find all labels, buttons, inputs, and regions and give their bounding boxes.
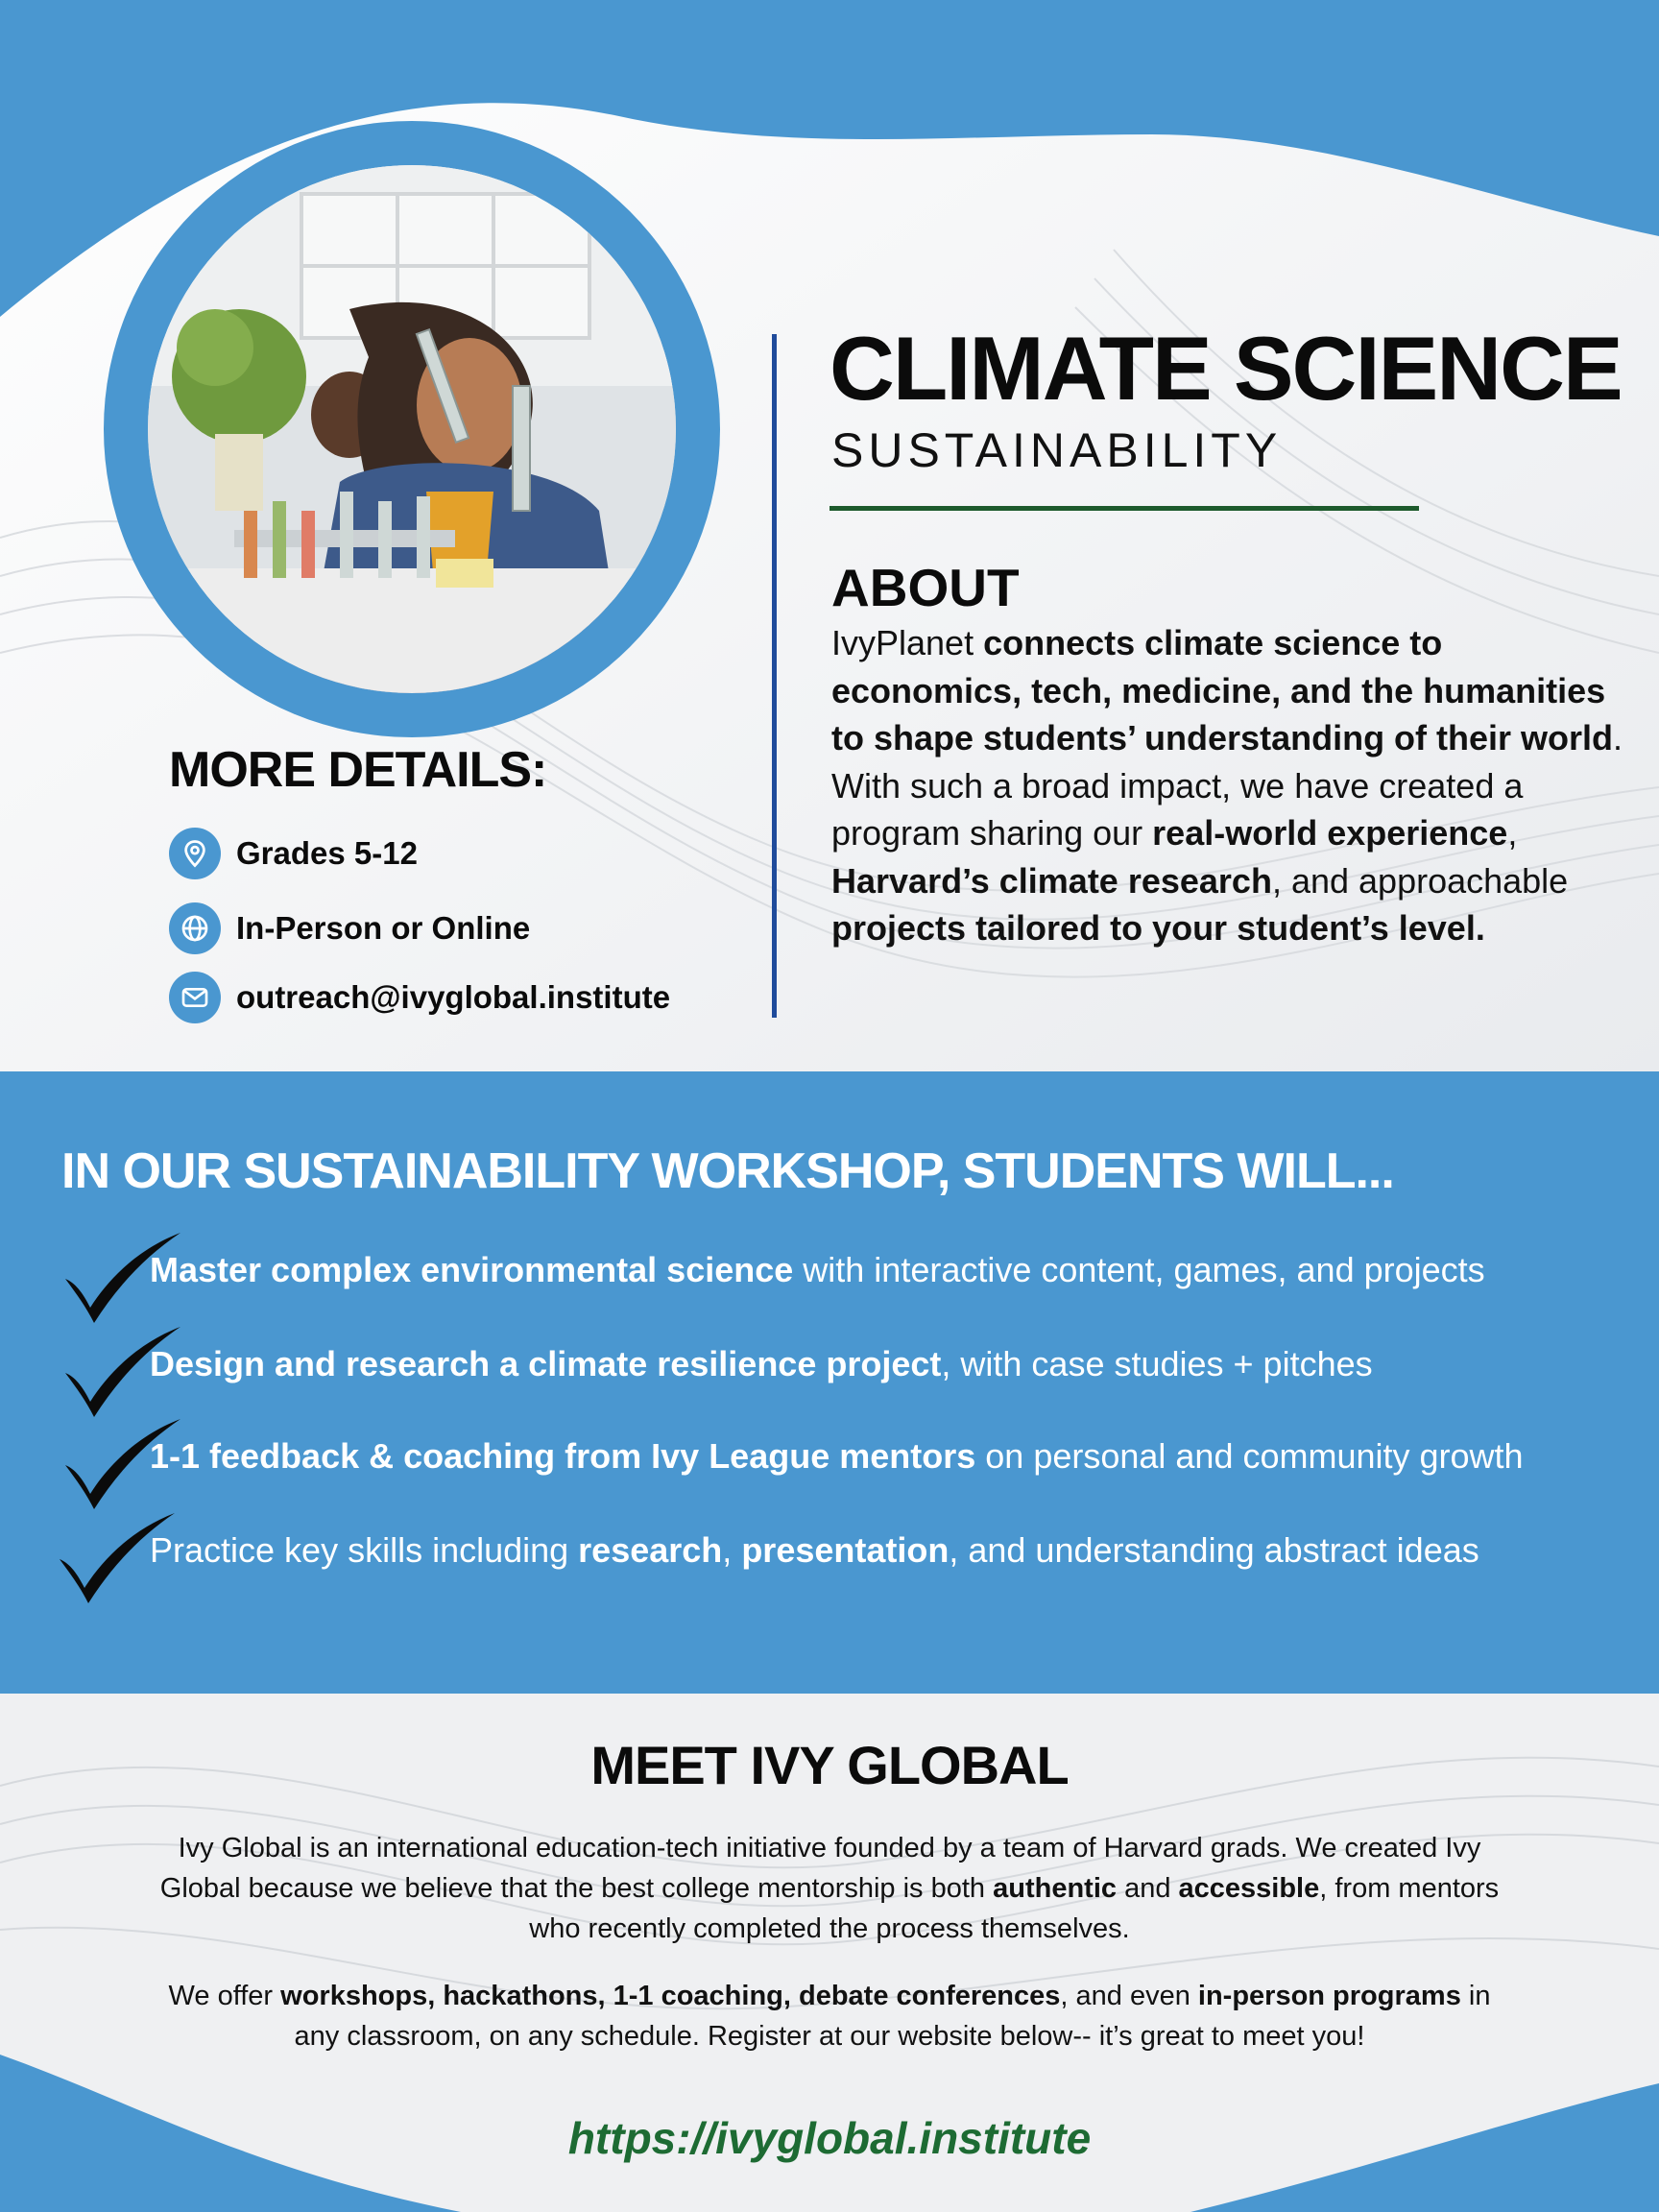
bold-text-segment: 1-1 feedback & coaching from Ivy League mentors [150,1436,976,1476]
text-segment: IvyPlanet [831,623,984,662]
text-segment: , from mentors who recently completed the process themselves. [529,1873,1500,1944]
title-underline [830,506,1419,511]
text-segment: , with case studies + pitches [941,1344,1373,1383]
text-segment: , [1507,813,1518,853]
bold-text-segment: Design and research a climate resilience project [150,1344,942,1383]
detail-format [169,902,530,954]
bold-text-segment: projects tailored to your student’s level. [831,908,1485,948]
text-segment: We offer [168,1981,281,2011]
detail-email-text[interactable]: outreach@ivyglobal.institute [236,979,671,1015]
text-segment: Practice key skills including [150,1530,579,1570]
workshop-item-4 [0,1511,1659,1607]
workshop-item-2 [0,1325,1659,1421]
meet-heading: MEET IVY GLOBAL [590,1735,1069,1795]
meet-paragraph-2 [157,1976,1502,2056]
about-heading: ABOUT [831,558,1020,617]
text-segment: Ivy Global is an international education-tech initiative founded by a team of Harvard grads. We created Ivy Global because we believe that the best college mentorship is both [159,1833,1481,1904]
bold-text-segment: research [578,1530,723,1570]
bold-text-segment: authentic [993,1873,1118,1904]
bold-text-segment: presentation [741,1530,950,1570]
mail-icon [169,972,221,1023]
detail-grades [169,828,418,879]
student-photo [148,165,676,693]
text-segment: with interactive content, games, and projects [793,1250,1485,1289]
bold-text-segment: Harvard’s climate research [831,860,1272,901]
text-segment: , and approachable [1271,860,1569,901]
lab-scene-illustration [148,165,676,693]
globe-icon [169,902,221,954]
meet-paragraph-1 [157,1828,1502,1949]
detail-email[interactable] [169,972,670,1023]
detail-format-text: In-Person or Online [236,910,531,946]
bold-text-segment: connects climate science to economics, tech, medicine, and the humanities to shape students’ understanding of their world [831,623,1614,757]
bold-text-segment: in-person programs [1197,1981,1461,2011]
location-pin-icon [169,828,221,879]
page-title: CLIMATE SCIENCE [830,318,1622,419]
bold-text-segment: accessible [1178,1873,1320,1904]
vertical-divider [772,334,777,1018]
bold-text-segment: real-world experience [1152,813,1508,853]
workshop-heading: IN OUR SUSTAINABILITY WORKSHOP, STUDENTS WILL... [61,1143,1394,1199]
details-heading: MORE DETAILS: [169,742,547,798]
bold-text-segment: workshops, hackathons, 1-1 coaching, debate conferences [280,1981,1061,2011]
workshop-item-3 [0,1417,1659,1513]
workshop-item-text [150,1250,1485,1290]
text-segment: , and understanding abstract ideas [949,1530,1479,1570]
page-subtitle: SUSTAINABILITY [831,423,1283,477]
workshop-item-1 [0,1231,1659,1327]
workshop-item-text [150,1530,1479,1571]
workshop-item-text [150,1344,1373,1384]
text-segment: in any classroom, on any schedule. Register at our website below-- it’s great to meet you! [294,1981,1491,2052]
detail-grades-text: Grades 5-12 [236,835,418,871]
about-paragraph [831,619,1628,952]
student-photo-frame [104,121,720,737]
text-segment: , [722,1530,742,1570]
text-segment: and [1117,1873,1179,1904]
text-segment: . With such a broad impact, we have created a program sharing our [831,718,1623,853]
bold-text-segment: Master complex environmental science [150,1250,794,1289]
website-link[interactable]: https://ivyglobal.institute [567,2113,1092,2163]
text-segment: , and even [1060,1981,1198,2011]
text-segment: on personal and community growth [975,1436,1524,1476]
workshop-item-text [150,1436,1524,1477]
